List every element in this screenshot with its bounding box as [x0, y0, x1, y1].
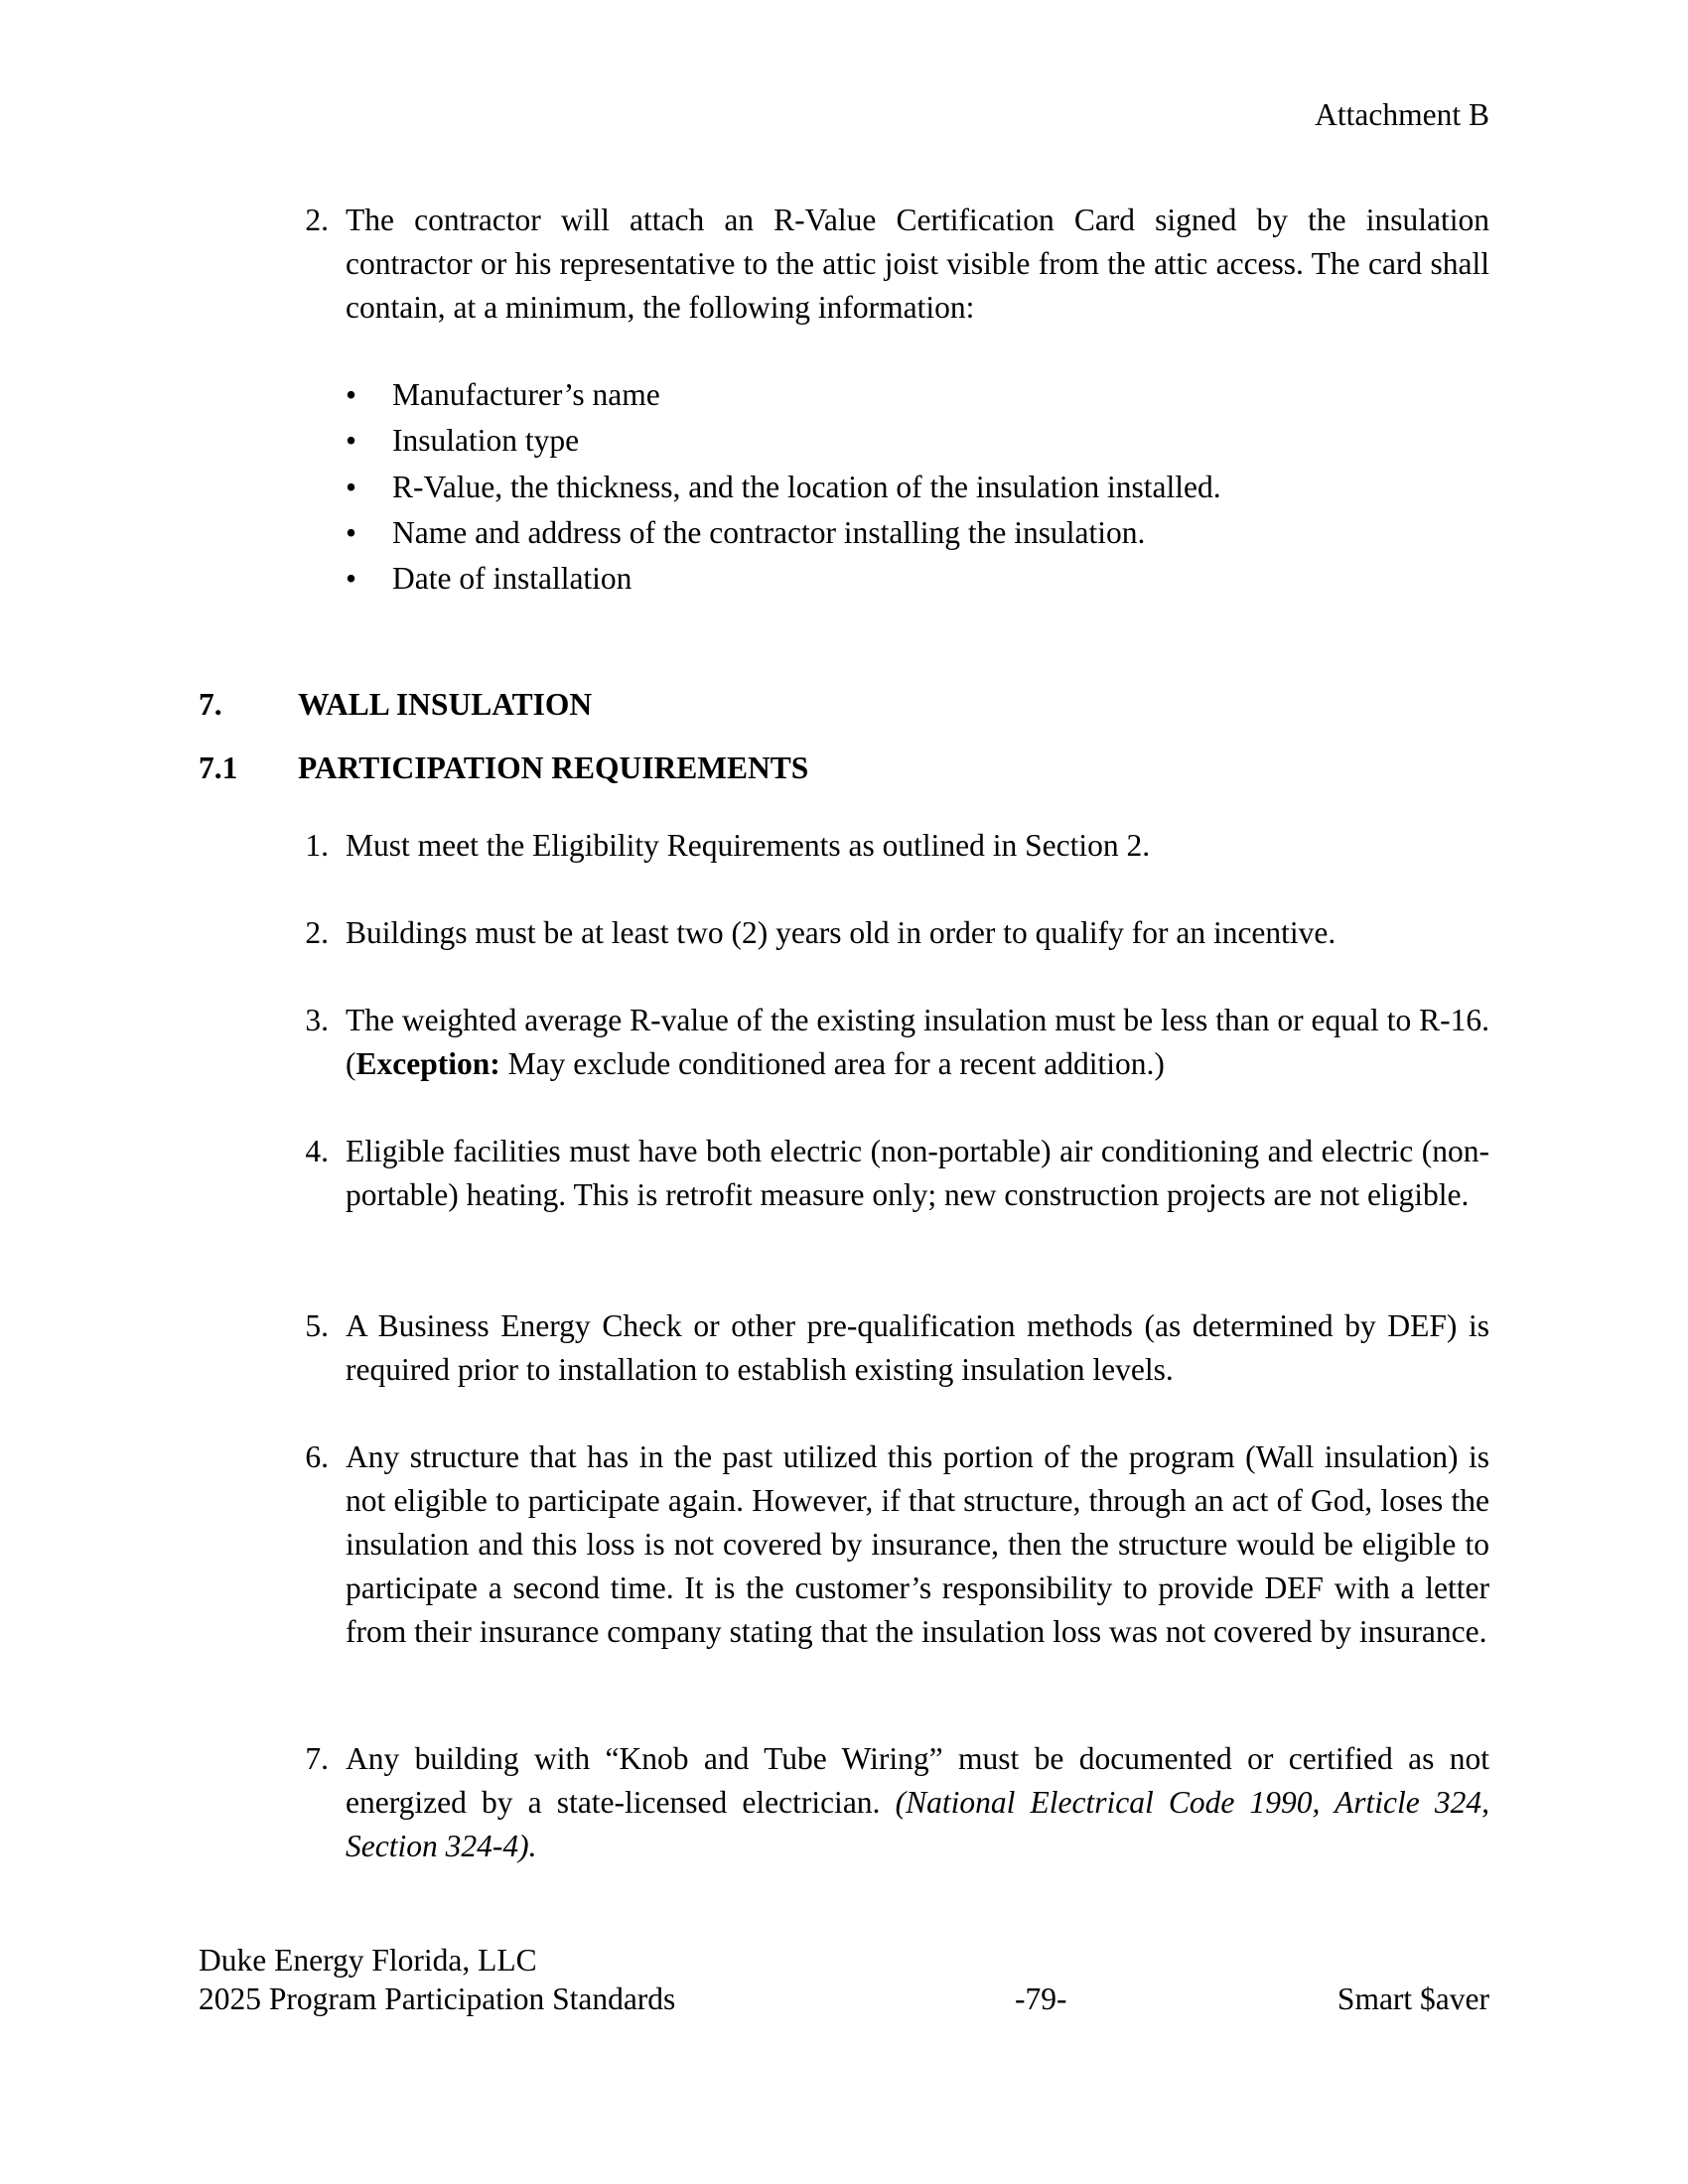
footer-standards: 2025 Program Participation Standards: [199, 1981, 676, 2016]
footer-company: Duke Energy Florida, LLC: [199, 1943, 537, 1978]
requirement-item-3: [295, 999, 1489, 1086]
list-item-top-2: [295, 199, 1489, 330]
exception-label: Exception:: [355, 1046, 500, 1081]
item-text: Buildings must be at least two (2) years old in order to qualify for an incentive.: [346, 915, 1336, 950]
subsection-title: PARTICIPATION REQUIREMENTS: [298, 751, 809, 785]
page-number: -79-: [1015, 1981, 1067, 2016]
footer-company-line: [199, 1941, 1489, 1980]
item-number: 5.: [305, 1308, 329, 1343]
item-number: 3.: [305, 1003, 329, 1037]
item-number: 2.: [305, 915, 329, 950]
attachment-label: Attachment B: [1315, 97, 1489, 132]
item-text: Must meet the Eligibility Requirements as outlined in Section 2.: [346, 828, 1151, 863]
item-text: Eligible facilities must have both electric (non-portable) air conditioning and electric (non-portable) heating. This is retrofit measure only; new construction projects are not eligible.: [346, 1134, 1489, 1212]
item-number: 4.: [305, 1134, 329, 1168]
code-citation: (National Electrical Code 1990, Article 324, Section 324-4).: [346, 1785, 1489, 1863]
section-number: 7.: [199, 687, 222, 722]
bullet-item: • R-Value, the thickness, and the location of the insulation installed.: [392, 465, 1221, 510]
item-number: 7.: [305, 1741, 329, 1776]
footer-bottom-line: [199, 1979, 1489, 2019]
item-text: Any building with “Knob and Tube Wiring” must be documented or certified as not energized by a state-licensed electrician. (National Electrical Code 1990, Article 324, Section 324-4).: [346, 1741, 1489, 1863]
requirement-item-4: [295, 1130, 1489, 1217]
requirement-item-7: [295, 1737, 1489, 1868]
item-number: 1.: [305, 828, 329, 863]
item-number: 6.: [305, 1439, 329, 1474]
bullet-item: • Manufacturer’s name: [392, 372, 1221, 418]
item-number: 2.: [305, 203, 329, 237]
section-title: WALL INSULATION: [298, 687, 593, 722]
requirement-item-2: [295, 911, 1489, 955]
item-text: The contractor will attach an R-Value Certification Card signed by the insulation contractor or his representative to the attic joist visible from the attic access. The card shall contain, at a minimum, the following information:: [346, 203, 1489, 325]
bullet-dot-icon: •: [346, 377, 357, 412]
bullet-dot-icon: •: [346, 423, 357, 459]
item-text: A Business Energy Check or other pre-qualification methods (as determined by DEF) is required prior to installation to establish existing insulation levels.: [346, 1308, 1489, 1387]
footer-program: Smart $aver: [1336, 1981, 1489, 2016]
item-text: Any structure that has in the past utilized this portion of the program (Wall insulation) is not eligible to participate again. However, if that structure, through an act of God, loses the insulation and this loss is not covered by insurance, then the structure would be eligible to participate a second time. It is the customer’s responsibility to provide DEF with a letter from their insurance company stating that the insulation loss was not covered by insurance.: [346, 1439, 1489, 1649]
bullet-item: • Date of installation: [392, 556, 1221, 602]
requirement-item-6: [295, 1435, 1489, 1654]
bullet-dot-icon: •: [346, 514, 357, 550]
bullet-dot-icon: •: [346, 469, 357, 504]
bullet-item: • Name and address of the contractor installing the insulation.: [392, 510, 1221, 556]
bullet-list: [346, 372, 1221, 602]
bullet-item: • Insulation type: [392, 418, 1221, 464]
requirement-item-1: [295, 824, 1489, 868]
subsection-number: 7.1: [199, 751, 238, 785]
requirement-item-5: [295, 1304, 1489, 1392]
bullet-dot-icon: •: [346, 561, 357, 597]
item-text: The weighted average R-value of the existing insulation must be less than or equal to R-16. (Exception: May exclude conditioned area for a recent addition.): [346, 1003, 1489, 1081]
